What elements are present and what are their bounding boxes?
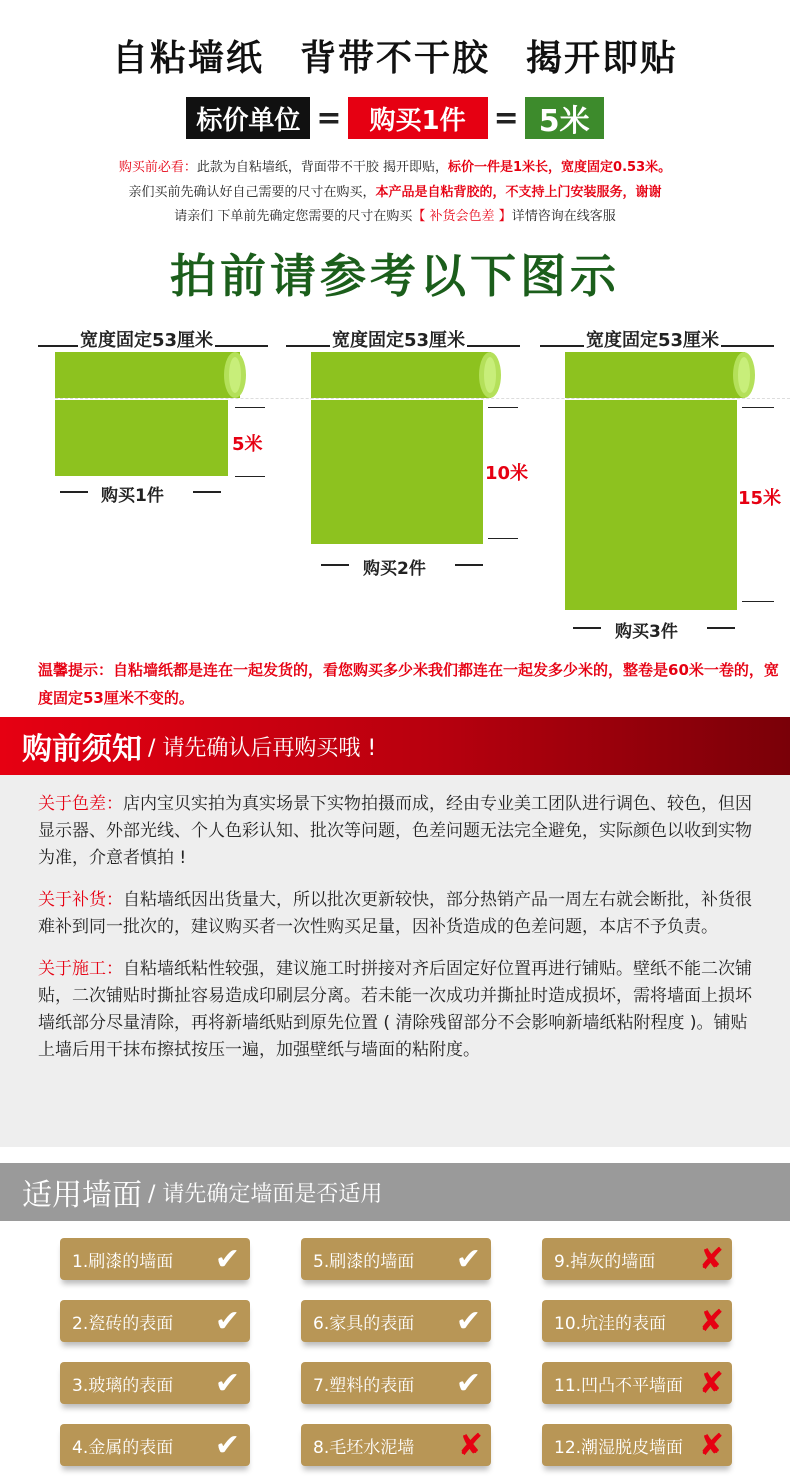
roll-2-tick-bottom: [488, 538, 518, 539]
roll-3-buy: 购买3件: [615, 622, 678, 642]
wall-item: [60, 1300, 250, 1342]
note-1b: 此款为自粘墙纸，背面带不干胶 揭开即贴，: [196, 160, 449, 175]
roll-1-top: [55, 352, 240, 398]
note-2b: 本产品是自粘背胶的，不支持上门安装服务，谢谢: [375, 185, 662, 200]
notice-subheading: / 请先确认后再购买哦 !: [148, 735, 377, 761]
title-part-2: 背带不干胶: [299, 38, 490, 79]
cross-icon: ✘: [457, 1427, 483, 1463]
cross-icon: ✘: [698, 1241, 724, 1277]
roll-1-sheet: [55, 400, 228, 476]
wall-item: [542, 1362, 732, 1404]
reference-title: 拍前请参考以下图示: [170, 249, 620, 303]
notice-label: 关于色差：: [38, 794, 123, 814]
roll-3-buy-line-right: [707, 627, 735, 629]
wall-item: [60, 1362, 250, 1404]
roll-1-buy-line-right: [193, 491, 221, 493]
check-icon: ✔: [455, 1365, 481, 1401]
note-3b: 【 补货会色差 】: [412, 209, 512, 224]
wall-item: [301, 1424, 491, 1466]
equals-sign-2: =: [493, 100, 519, 136]
notice-text: 自粘墙纸因出货量大，所以批次更新较快，部分热销产品一周左右就会断批，补货很难补到同一批次的，建议购买者一次性购买足量，因补货造成的色差问题，本店不予负责。: [38, 890, 752, 937]
notice-panel: [0, 775, 790, 1147]
wall-item: [301, 1300, 491, 1342]
warm-tip: 温馨提示：自粘墙纸都是连在一起发货的，看您购买多少米我们都连在一起发多少米的，整卷是60米一卷的，宽度固定53厘米不变的。: [38, 661, 779, 707]
roll-3-width-label: 宽度固定53厘米: [584, 326, 721, 352]
roll-2-sheet: [311, 400, 483, 544]
dashed-guide: [55, 398, 790, 399]
roll-3-buy-line-left: [573, 627, 601, 629]
note-line-2: [0, 181, 790, 200]
wall-label: 7.塑料的表面: [313, 1375, 415, 1396]
wall-label: 2.瓷砖的表面: [72, 1313, 174, 1334]
roll-1-buy-line-left: [60, 491, 88, 493]
note-3a: 请亲们 下单前先确定您需要的尺寸在购买: [174, 209, 413, 224]
roll-3-sheet: [565, 400, 737, 610]
price-unit-row: [0, 96, 790, 140]
roll-1-tick-top: [235, 407, 265, 408]
roll-1-buy: 购买1件: [101, 486, 164, 506]
roll-3-ring: [733, 352, 755, 398]
unit-label-badge: 标价单位: [186, 97, 310, 139]
wall-label: 9.掉灰的墙面: [554, 1251, 656, 1272]
roll-1-length: 5米: [232, 434, 263, 455]
check-icon: ✔: [214, 1365, 240, 1401]
walls-heading: 适用墙面: [22, 1178, 142, 1213]
notice-item-restock: [38, 887, 752, 941]
wall-item: [542, 1300, 732, 1342]
wall-label: 5.刷漆的墙面: [313, 1251, 415, 1272]
note-line-3: [0, 205, 790, 224]
wall-item: [60, 1238, 250, 1280]
unit-value-badge: 5米: [525, 97, 604, 139]
roll-1-tick-bottom: [235, 476, 265, 477]
roll-2-length: 10米: [485, 463, 529, 484]
roll-2-width-label: 宽度固定53厘米: [330, 326, 467, 352]
wall-label: 6.家具的表面: [313, 1313, 415, 1334]
title-part-3: 揭开即贴: [526, 38, 679, 79]
wall-label: 8.毛坯水泥墙: [313, 1437, 415, 1458]
roll-2-buy: 购买2件: [363, 559, 426, 579]
note-3c: 详情咨询在线客服: [511, 209, 616, 224]
wall-label: 3.玻璃的表面: [72, 1375, 174, 1396]
notice-heading: 购前须知: [22, 732, 142, 767]
roll-2-ring: [479, 352, 501, 398]
note-2a: 亲们买前先确认好自己需要的尺寸在购买，: [128, 185, 376, 200]
roll-2-buy-line-left: [321, 564, 349, 566]
buy-one-badge: 购买1件: [348, 97, 488, 139]
wall-label: 10.坑洼的表面: [554, 1313, 667, 1334]
cross-icon: ✘: [698, 1365, 724, 1401]
note-1c: 标价一件是1米长，宽度固定0.53米。: [448, 160, 672, 175]
check-icon: ✔: [214, 1303, 240, 1339]
roll-2-tick-top: [488, 407, 518, 408]
roll-3-tick-top: [742, 407, 774, 408]
notice-text: 自粘墙纸粘性较强，建议施工时拼接对齐后固定好位置再进行铺贴。壁纸不能二次铺贴，二次铺贴时撕扯容易造成印刷层分离。若未能一次成功并撕扯时造成损坏，需将墙面上损坏墙纸部分尽量清除，再将新墙纸贴到原先位置 ( 清除残留部分不会影响新墙纸粘附程度 )。铺贴上墙后用干抹布擦拭按压一遍，加强壁纸与墙面的粘附度。: [38, 959, 752, 1060]
equals-sign: =: [316, 100, 342, 136]
page-title: [0, 30, 790, 81]
cross-icon: ✘: [698, 1303, 724, 1339]
notice-item-color: [38, 791, 752, 872]
wall-item: [301, 1362, 491, 1404]
note-line-1: [0, 156, 790, 175]
check-icon: ✔: [455, 1303, 481, 1339]
title-part-1: 自粘墙纸: [111, 38, 264, 79]
check-icon: ✔: [214, 1427, 240, 1463]
wall-item: [542, 1424, 732, 1466]
wall-label: 1.刷漆的墙面: [72, 1251, 174, 1272]
notice-item-install: [38, 956, 752, 1064]
walls-banner: [0, 1163, 790, 1221]
cross-icon: ✘: [698, 1427, 724, 1463]
notice-text: 店内宝贝实拍为真实场景下实物拍摄而成，经由专业美工团队进行调色、较色，但因显示器、外部光线、个人色彩认知、批次等问题，色差问题无法完全避免，实际颜色以收到实物为准，介意者慎拍 !: [38, 794, 752, 868]
notice-label: 关于施工：: [38, 959, 123, 979]
notice-label: 关于补货：: [38, 890, 123, 910]
wall-label: 12.潮湿脱皮墙面: [554, 1437, 684, 1458]
notice-banner: [0, 717, 790, 775]
roll-3-top: [565, 352, 745, 398]
roll-1-width-label: 宽度固定53厘米: [78, 326, 215, 352]
roll-1-ring: [224, 352, 246, 398]
wall-item: [60, 1424, 250, 1466]
roll-2-buy-line-right: [455, 564, 483, 566]
wall-item: [301, 1238, 491, 1280]
note-1a: 购买前必看：: [118, 160, 197, 175]
wall-label: 11.凹凸不平墙面: [554, 1375, 684, 1396]
roll-3-tick-bottom: [742, 601, 774, 602]
walls-subheading: / 请先确定墙面是否适用: [148, 1181, 383, 1207]
roll-3-length: 15米: [738, 488, 782, 509]
roll-2-top: [311, 352, 491, 398]
check-icon: ✔: [455, 1241, 481, 1277]
check-icon: ✔: [214, 1241, 240, 1277]
wall-item: [542, 1238, 732, 1280]
wall-label: 4.金属的表面: [72, 1437, 174, 1458]
